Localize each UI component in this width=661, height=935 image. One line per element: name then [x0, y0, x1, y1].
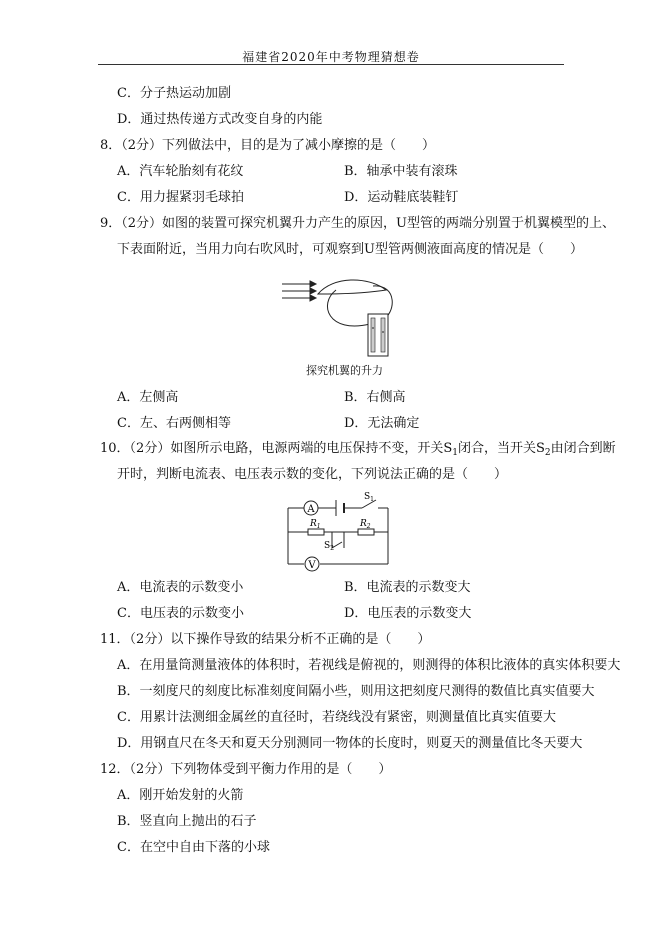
q9-option-b: B．右侧高 — [344, 390, 406, 405]
circuit-wires — [288, 508, 388, 564]
q10-option-c: C．电压表的示数变小 — [117, 606, 244, 621]
q10-stem-line1 — [100, 441, 616, 461]
tube-left — [327, 290, 370, 326]
q12-option-b: B．竖直向上抛出的石子 — [117, 814, 257, 829]
q10-stem-part-b: 闭合，当开关S — [457, 441, 545, 456]
wing-model — [318, 280, 386, 294]
q10-option-b: B．电流表的示数变大 — [344, 580, 471, 595]
page-header-title: 福建省2020年中考物理猜想卷 — [242, 50, 420, 64]
ammeter-label: A — [307, 504, 315, 515]
s2-label: $S_2$ — [324, 541, 334, 552]
q9-option-a: A．左侧高 — [117, 390, 179, 405]
q9-option-c: C．左、右两侧相等 — [117, 416, 231, 431]
q10-option-a: A．电流表的示数变小 — [117, 580, 244, 595]
header-divider — [98, 64, 564, 65]
circuit-diagram-figure — [284, 490, 394, 572]
r2-label: $R_2$ — [360, 519, 371, 530]
q9-stem-line2: 下表面附近，当用力向右吹风时，可观察到U型管两侧液面高度的情况是（ ） — [117, 242, 583, 257]
q11-option-c: C．用累计法测细金属丝的直径时，若绕线没有紧密，则测量值比真实值要大 — [117, 710, 556, 725]
s1-label: $S_1$ — [364, 492, 374, 503]
q12-option-a: A．刚开始发射的火箭 — [117, 788, 244, 803]
q8-option-a: A．汽车轮胎刻有花纹 — [117, 164, 244, 179]
q9-figure-caption: 探究机翼的升力 — [306, 364, 383, 377]
u-tube-manometer — [368, 314, 388, 356]
q11-option-d: D．用钢直尺在冬天和夏天分别测同一物体的长度时，则夏天的测量值比冬天要大 — [117, 736, 583, 751]
r1-label: $R_1$ — [310, 519, 321, 530]
q10-s2-subscript: 2 — [544, 448, 551, 458]
q11-option-a: A．在用量筒测量液体的体积时，若视线是俯视的，则测得的体积比液体的真实体积要大 — [117, 658, 621, 673]
q9-option-d: D．无法确定 — [344, 416, 420, 431]
q11-stem: 11．（2分）以下操作导致的结果分析不正确的是（ ） — [100, 632, 431, 647]
q12-option-c: C．在空中自由下落的小球 — [117, 840, 270, 855]
q10-stem-line2: 开时，判断电流表、电压表示数的变化，下列说法正确的是（ ） — [117, 467, 508, 482]
q12-stem: 12．（2分）下列物体受到平衡力作用的是（ ） — [100, 762, 392, 777]
wing-lift-apparatus-figure — [278, 274, 406, 360]
q10-option-d: D．电压表的示数变大 — [344, 606, 472, 621]
q7-option-c: C．分子热运动加剧 — [117, 86, 231, 101]
wind-arrows — [282, 281, 316, 301]
voltmeter-label: V — [308, 560, 316, 571]
q9-stem-line1: 9．（2分）如图的装置可探究机翼升力产生的原因，U型管的两端分别置于机翼模型的上、 — [100, 216, 615, 231]
q10-stem-part-c: 由闭合到断 — [550, 441, 616, 456]
q8-stem: 8．（2分）下列做法中，目的是为了减小摩擦的是（ ） — [100, 138, 436, 153]
q10-s1-subscript: 1 — [452, 448, 458, 458]
q10-stem-part-a: 10．（2分）如图所示电路，电源两端的电压保持不变，开关S — [100, 441, 453, 456]
q8-option-c: C．用力握紧羽毛球拍 — [117, 190, 244, 205]
q8-option-d: D．运动鞋底装鞋钉 — [344, 190, 459, 205]
q8-option-b: B．轴承中装有滚珠 — [344, 164, 458, 179]
q7-option-d: D．通过热传递方式改变自身的内能 — [117, 112, 323, 127]
q11-option-b: B．一刻度尺的刻度比标准刻度间隔小些，则用这把刻度尺测得的数值比真实值要大 — [117, 684, 595, 699]
